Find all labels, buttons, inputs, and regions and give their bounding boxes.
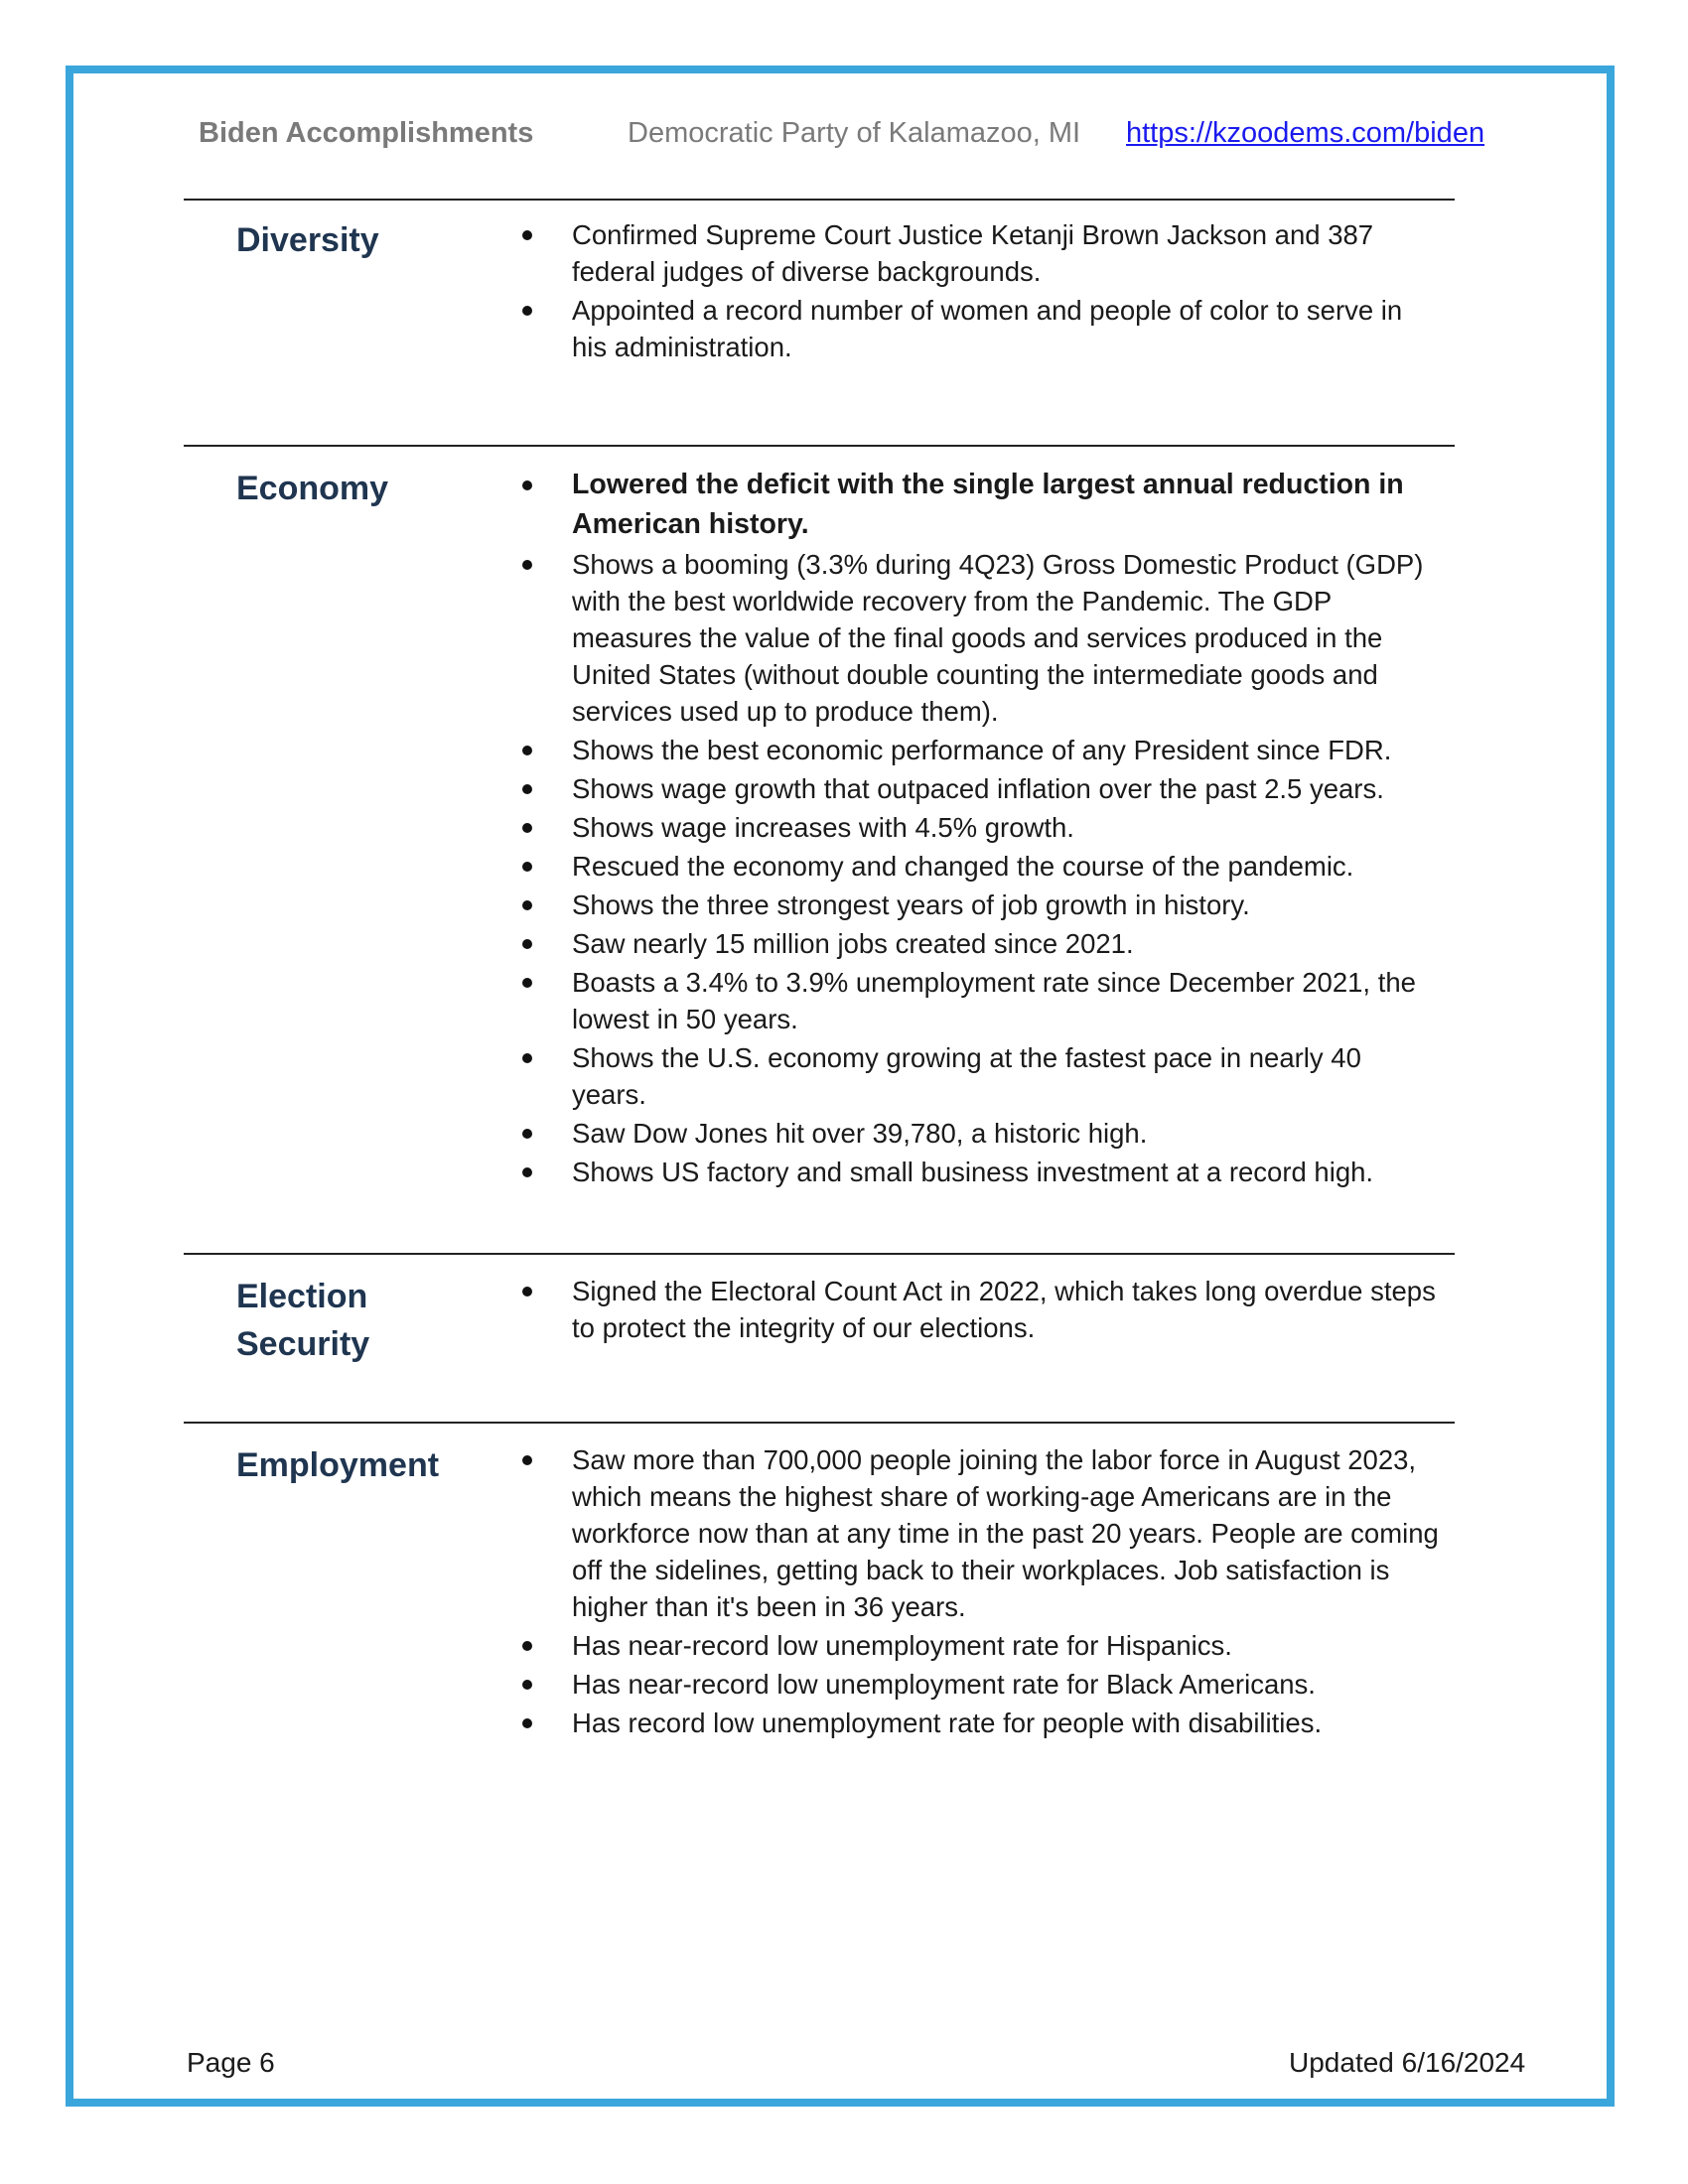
bullet-icon [522,1680,532,1690]
bullet-icon [522,1167,532,1177]
list-item: Saw nearly 15 million jobs created since 2021. [516,925,1440,962]
list-item: Shows a booming (3.3% during 4Q23) Gross Domestic Product (GDP) with the best worldwide recovery from the Pandemic. The GDP measures the value of the final goods and services produced in the United States (without double counting the intermediate goods and services used up to produce them). [516,546,1440,730]
bullet-icon [522,1455,532,1465]
bullet-icon [522,230,532,240]
bullet-icon [522,939,532,949]
bullet-icon [522,1053,532,1063]
bullet-icon [522,1641,532,1651]
bullet-icon [522,900,532,910]
bullet-icon [522,306,532,316]
list-item: Has record low unemployment rate for people with disabilities. [516,1705,1440,1741]
bullet-icon [522,862,532,872]
bullet-list [516,1273,1440,1348]
list-item: Rescued the economy and changed the course of the pandemic. [516,848,1440,885]
list-item: Saw more than 700,000 people joining the labor force in August 2023, which means the highest share of working-age Americans are in the workforce now than at any time in the past 20 years. People are coming off the sidelines, getting back to their workplaces. Job satisfaction is higher than it's been in 36 years. [516,1441,1440,1625]
bullet-icon [522,784,532,794]
document-title: Biden Accomplishments [199,117,534,149]
bullet-icon [522,1129,532,1139]
list-item: Appointed a record number of women and people of color to serve in his administration. [516,292,1440,365]
list-item: Signed the Electoral Count Act in 2022, which takes long overdue steps to protect the integrity of our elections. [516,1273,1440,1346]
page-header [0,117,1688,157]
page-number: Page 6 [187,2047,275,2078]
section-title: Election Security [236,1278,370,1363]
updated-date: Updated 6/16/2024 [1289,2047,1526,2078]
bullet-list [516,216,1440,367]
list-item: Has near-record low unemployment rate for Black Americans. [516,1666,1440,1703]
bullet-icon [522,1718,532,1728]
section-divider [184,199,1455,201]
list-item: Boasts a 3.4% to 3.9% unemployment rate since December 2021, the lowest in 50 years. [516,964,1440,1037]
bullet-list [516,1441,1440,1743]
section-title: Employment [236,1446,440,1484]
website-link[interactable]: https://kzoodems.com/biden [1126,117,1485,149]
bullet-icon [522,823,532,833]
section-title: Economy [236,470,389,507]
bullet-icon [522,978,532,988]
list-item: Confirmed Supreme Court Justice Ketanji Brown Jackson and 387 federal judges of diverse backgrounds. [516,216,1440,290]
list-item: Shows US factory and small business investment at a record high. [516,1154,1440,1190]
list-item: Saw Dow Jones hit over 39,780, a historic high. [516,1115,1440,1152]
organization-name: Democratic Party of Kalamazoo, MI [628,117,1081,149]
section-divider [184,1422,1455,1424]
bullet-icon [522,1287,532,1297]
list-item: Shows the three strongest years of job growth in history. [516,887,1440,923]
list-item: Shows the best economic performance of any President since FDR. [516,732,1440,768]
section-divider [184,445,1455,447]
list-item: Has near-record low unemployment rate for Hispanics. [516,1627,1440,1664]
list-item: Shows the U.S. economy growing at the fastest pace in nearly 40 years. [516,1039,1440,1113]
section-title: Diversity [236,221,379,259]
section-divider [184,1253,1455,1255]
bullet-list [516,465,1440,1192]
bullet-icon [522,480,532,490]
bullet-icon [522,746,532,755]
list-item: Shows wage growth that outpaced inflation over the past 2.5 years. [516,770,1440,807]
list-item: Lowered the deficit with the single largest annual reduction in American history. [516,465,1440,544]
list-item: Shows wage increases with 4.5% growth. [516,809,1440,846]
bullet-icon [522,560,532,570]
